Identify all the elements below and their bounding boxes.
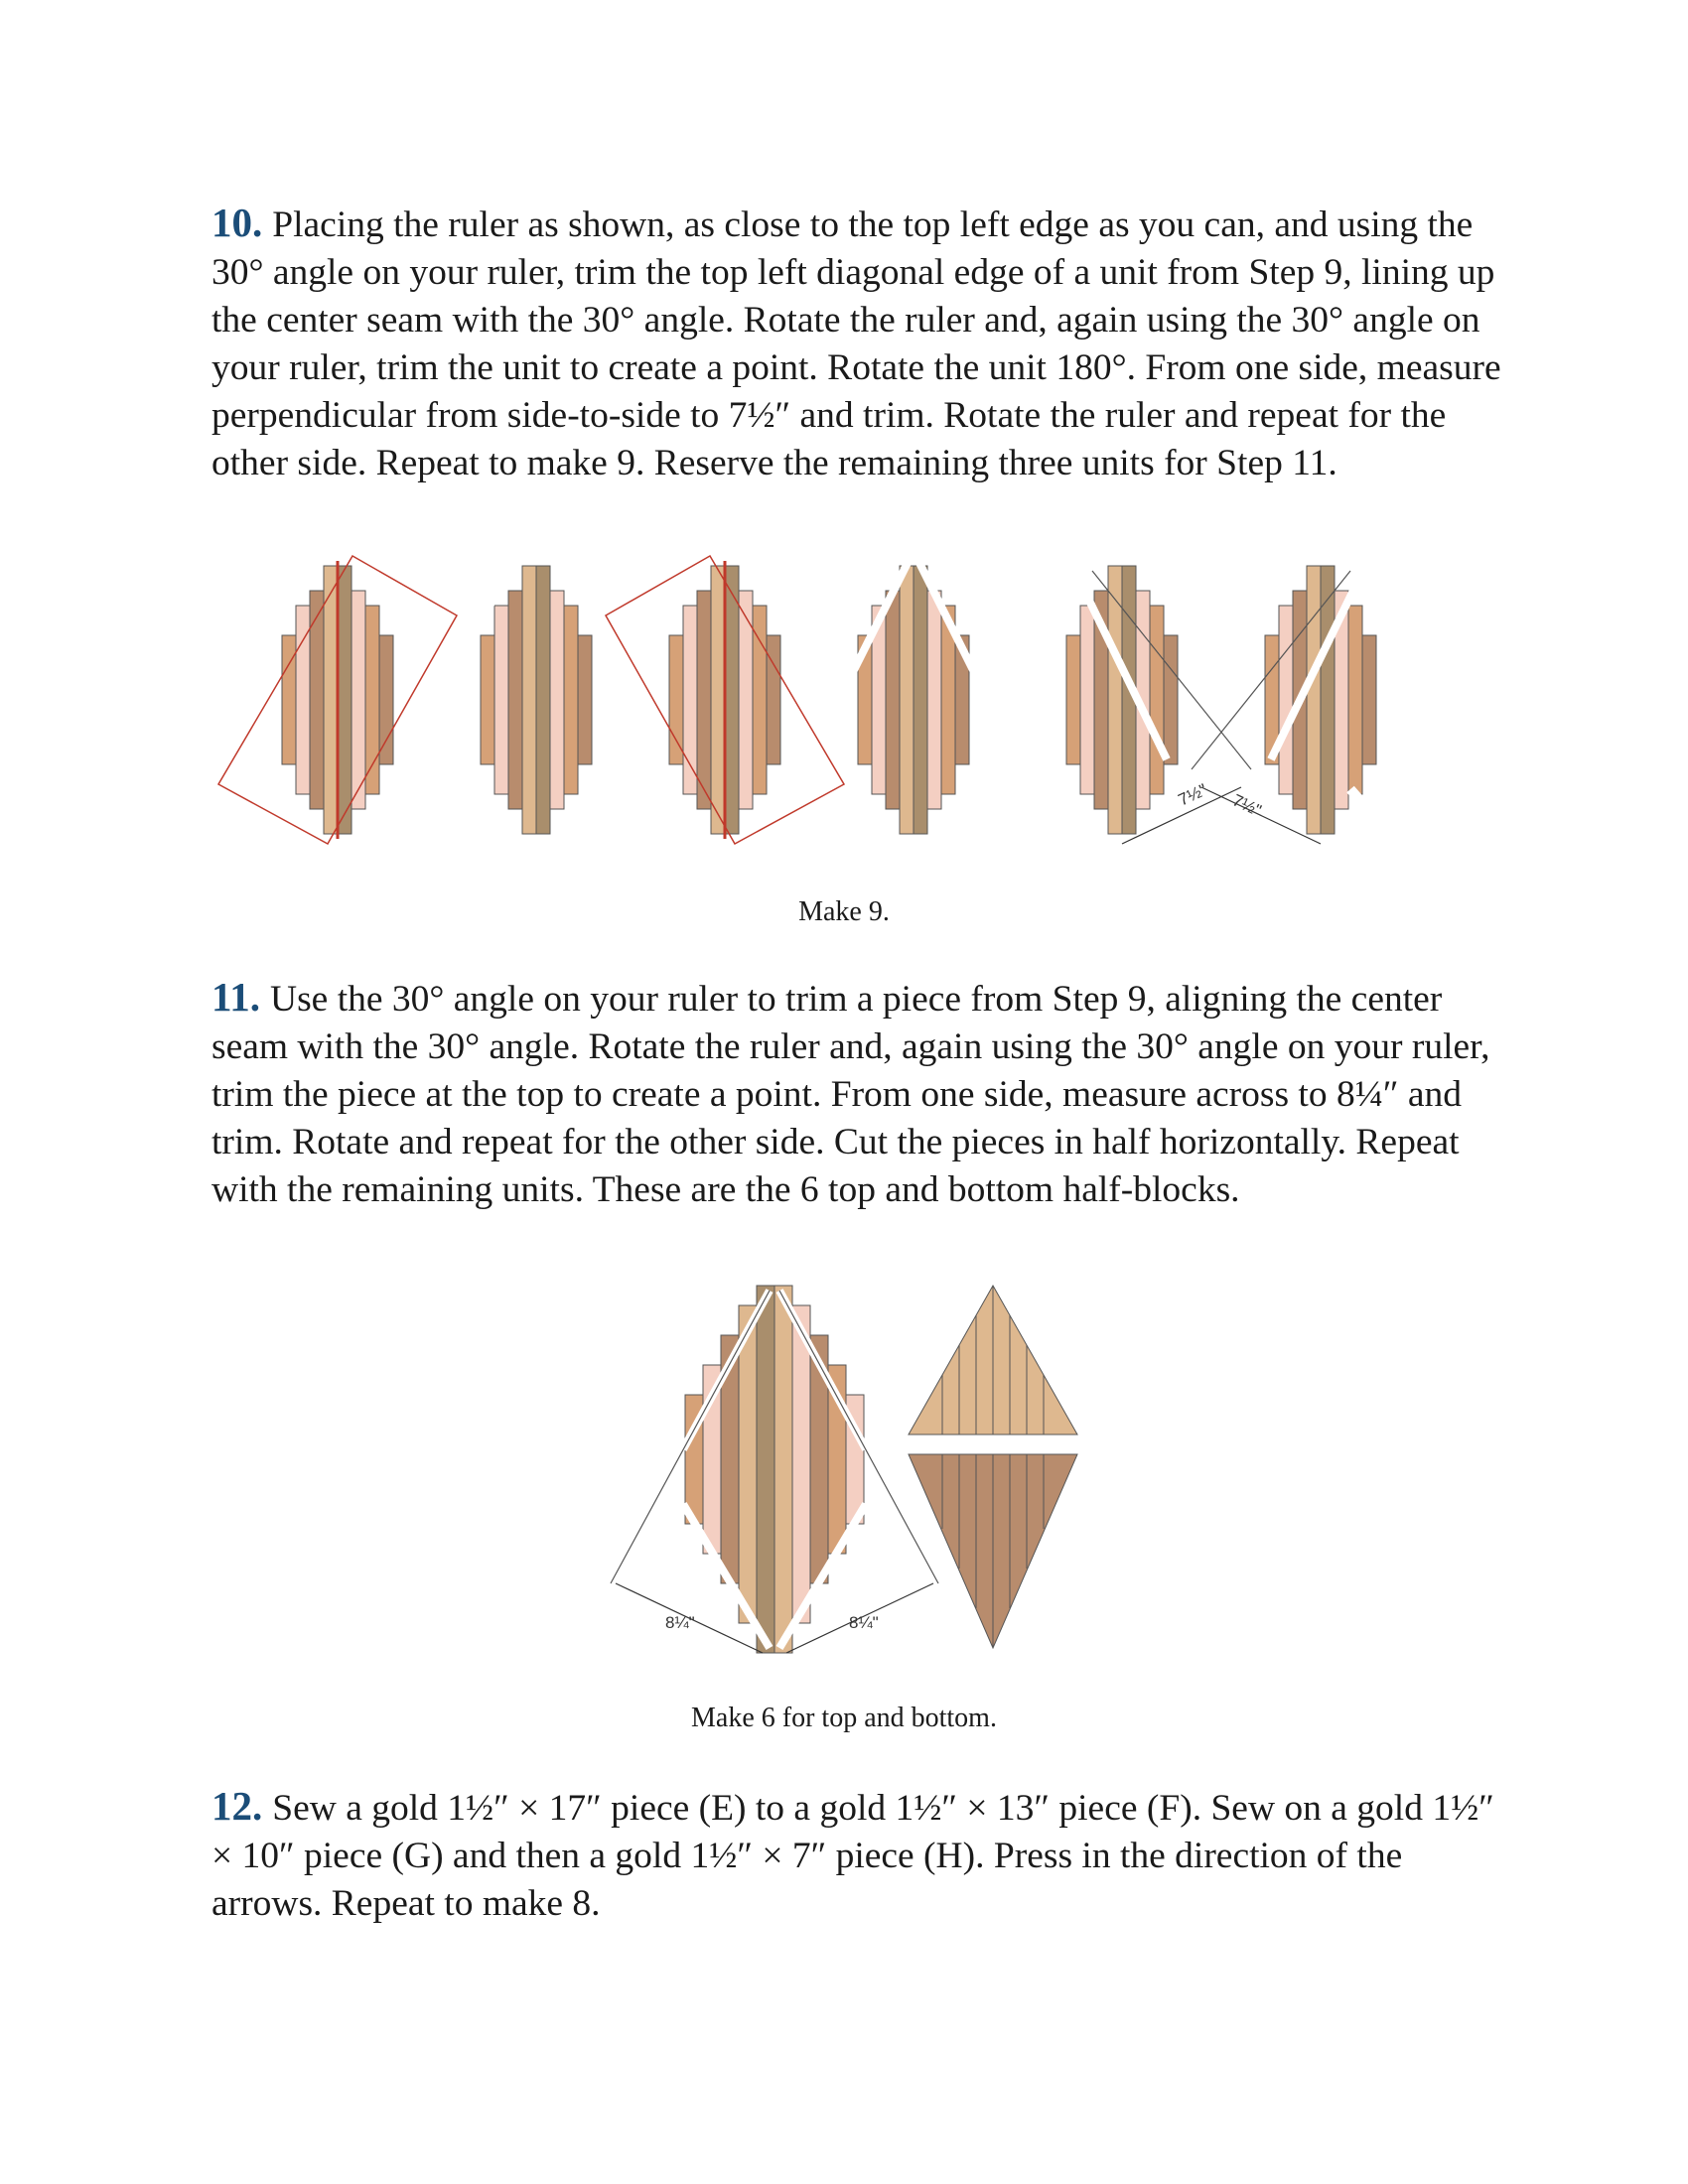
unit-5: [1057, 566, 1251, 844]
step-text: Placing the ruler as shown, as close to the top left edge as you can, and using the 30° angle on your ruler, trim the top left diagonal edge of a unit from Step 9, lining up the center seam with the 30° angle. Rotate the ruler and, again using the 30° angle on your ruler, trim the unit to create a point. Rotate the unit 180°. From one side, measure perpendicular from side-to-side to 7½″ and trim. Rotate the ruler and repeat for the other side. Repeat to make 9. Reserve the remaining three units for Step 11.: [211, 205, 1501, 483]
figure-caption: Make 6 for top and bottom.: [691, 1703, 997, 1733]
dim-label: 7½": [1175, 779, 1210, 810]
unit-3: [606, 556, 844, 844]
dim-label: 7½": [1229, 790, 1265, 821]
figure-caption: Make 9.: [798, 896, 890, 927]
step-number: 11.: [211, 974, 260, 1020]
step-number: 12.: [211, 1783, 263, 1829]
step-number: 10.: [211, 200, 263, 245]
step-text: Sew a gold 1½″ × 17″ piece (E) to a gold 1½″ × 13″ piece (F). Sew on a gold 1½″ × 10″ piece (G) and then a gold 1½″ × 7″ piece (H). Press in the direction of the arrows. Repeat to make 8.: [211, 1788, 1494, 1924]
step-text: Use the 30° angle on your ruler to trim a piece from Step 9, aligning the center seam with the 30° angle. Rotate the ruler and, again using the 30° angle on your ruler, trim the piece at the top to create a point. From one side, measure across to 8¼″ and trim. Rotate and repeat for the other side. Cut the pieces in half horizontally. Repeat with the remaining units. These are the 6 top and bottom half-blocks.: [211, 979, 1490, 1210]
step-10: [211, 199, 1502, 487]
dim-label: 8¼": [665, 1613, 695, 1632]
step-11: [211, 973, 1502, 1214]
trim-diagram-row: [199, 551, 1489, 869]
unit-2: [477, 561, 592, 834]
unit-with-ruler: [611, 1286, 938, 1653]
unit-4: [854, 561, 973, 834]
half-blocks: [909, 1286, 1077, 1648]
dim-label: 8¼": [849, 1613, 879, 1632]
unit-6: [1192, 566, 1385, 844]
step-12: [211, 1782, 1502, 1928]
unit-1: [218, 556, 457, 844]
half-block-diagram: [596, 1281, 1092, 1668]
